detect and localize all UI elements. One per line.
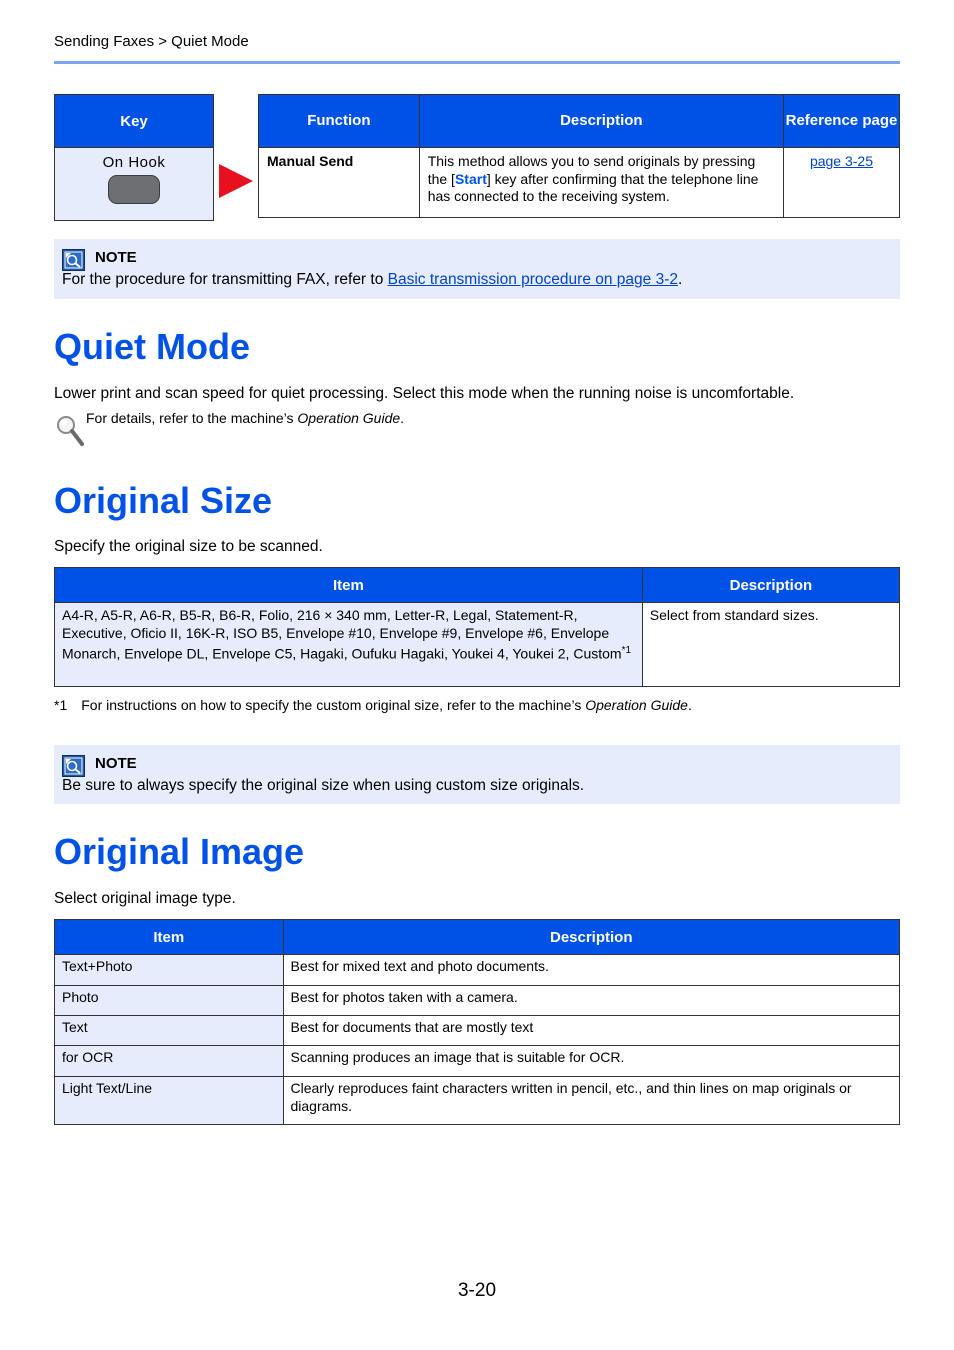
size-list-cell: [55, 603, 643, 687]
note-box: [54, 745, 900, 804]
description-cell: Clearly reproduces faint characters written in pencil, etc., and thin lines on map originals or diagrams.: [283, 1077, 900, 1125]
item-cell: for OCR: [55, 1046, 284, 1077]
footnote: [54, 697, 692, 713]
on-hook-key-icon: [108, 175, 160, 204]
page-number-text: 3-20: [457, 1280, 497, 1301]
start-key-label: Start: [454, 170, 487, 187]
note-text: [62, 271, 682, 289]
quiet-mode-reference: [86, 410, 404, 426]
description-header: Description: [419, 95, 783, 148]
function-table: [258, 94, 900, 218]
note-icon: [62, 755, 85, 777]
footnote-text-after: .: [687, 697, 692, 713]
footnote-guide-label: Operation Guide: [585, 697, 688, 713]
note-title: NOTE: [95, 755, 137, 772]
quiet-mode-heading: Quiet Mode: [54, 326, 250, 367]
arrow-right-icon: [219, 164, 253, 198]
description-cell: Best for photos taken with a camera.: [283, 986, 900, 1016]
table-row: [55, 986, 900, 1016]
note-text: Be sure to always specify the original size when using custom size originals.: [62, 777, 585, 794]
description-header: Description: [283, 920, 900, 955]
table-row: [55, 955, 900, 986]
note-title: NOTE: [95, 249, 137, 266]
note-box: [54, 239, 900, 299]
ref-text-after: .: [400, 410, 405, 426]
description-cell: [419, 148, 783, 218]
item-cell: Photo: [55, 986, 284, 1016]
reference-header: Reference page: [783, 95, 899, 148]
item-header: Item: [55, 920, 284, 955]
table-row: [55, 1077, 900, 1125]
header-rule: [54, 61, 900, 64]
original-image-body: Select original image type.: [54, 890, 236, 907]
description-header: Description: [642, 568, 899, 603]
key-header: Key: [55, 95, 214, 148]
original-size-table: [54, 567, 900, 687]
description-cell: Scanning produces an image that is suitable for OCR.: [283, 1046, 900, 1077]
desc-text-after: ] key after confirming that the telephone line has connected to the receiving system.: [427, 170, 759, 204]
reference-link[interactable]: page 3-25: [809, 153, 873, 169]
function-cell: Manual Send: [259, 148, 420, 218]
desc-text-before: This method allows you to send originals by pressing the [: [427, 153, 756, 187]
page-number: [0, 1280, 954, 1302]
footnote-ref: *1: [621, 645, 632, 656]
item-header: Item: [55, 568, 643, 603]
table-row: [55, 1046, 900, 1077]
operation-guide-label: Operation Guide: [297, 410, 401, 426]
size-description-cell: Select from standard sizes.: [642, 603, 899, 687]
original-size-body: Specify the original size to be scanned.: [54, 538, 323, 555]
footnote-mark: *1: [54, 697, 68, 713]
item-cell: Text: [55, 1016, 284, 1046]
ref-text-before: For details, refer to the machine’s: [86, 410, 298, 426]
basic-transmission-link[interactable]: Basic transmission procedure on page 3-2: [387, 271, 678, 288]
key-table: [54, 94, 214, 221]
function-header: Function: [259, 95, 420, 148]
note-icon: [62, 249, 85, 271]
note-text-after: .: [678, 271, 683, 288]
breadcrumb: Sending Faxes > Quiet Mode: [54, 33, 249, 50]
original-image-heading: Original Image: [54, 831, 305, 872]
original-size-heading: Original Size: [54, 480, 273, 521]
description-cell: Best for documents that are mostly text: [283, 1016, 900, 1046]
note-text-before: For the procedure for transmitting FAX, refer to: [62, 271, 388, 288]
original-image-table: [54, 919, 900, 1125]
reference-cell: [783, 148, 899, 218]
quiet-mode-body: Lower print and scan speed for quiet processing. Select this mode when the running noise is uncomfortable.: [54, 385, 795, 402]
on-hook-label: On Hook: [102, 154, 166, 171]
key-cell: [55, 148, 214, 221]
table-row: [55, 1016, 900, 1046]
size-list: A4-R, A5-R, A6-R, B5-R, B6-R, Folio, 216 × 340 mm, Letter-R, Legal, Statement-R, Executive, Oficio II, 16K-R, ISO B5, Envelope #10, Envelope #9, Envelope #6, Envelope Monarch, Envelope DL, Envelope C5, Hagaki, Oufuku Hagaki, Youkei 4, Youkei 2, Custom: [62, 607, 622, 662]
description-cell: Best for mixed text and photo documents.: [283, 955, 900, 986]
magnifier-icon: [55, 414, 85, 451]
item-cell: Light Text/Line: [55, 1077, 284, 1125]
footnote-text-before: For instructions on how to specify the custom original size, refer to the machine’s: [81, 697, 586, 713]
item-cell: Text+Photo: [55, 955, 284, 986]
